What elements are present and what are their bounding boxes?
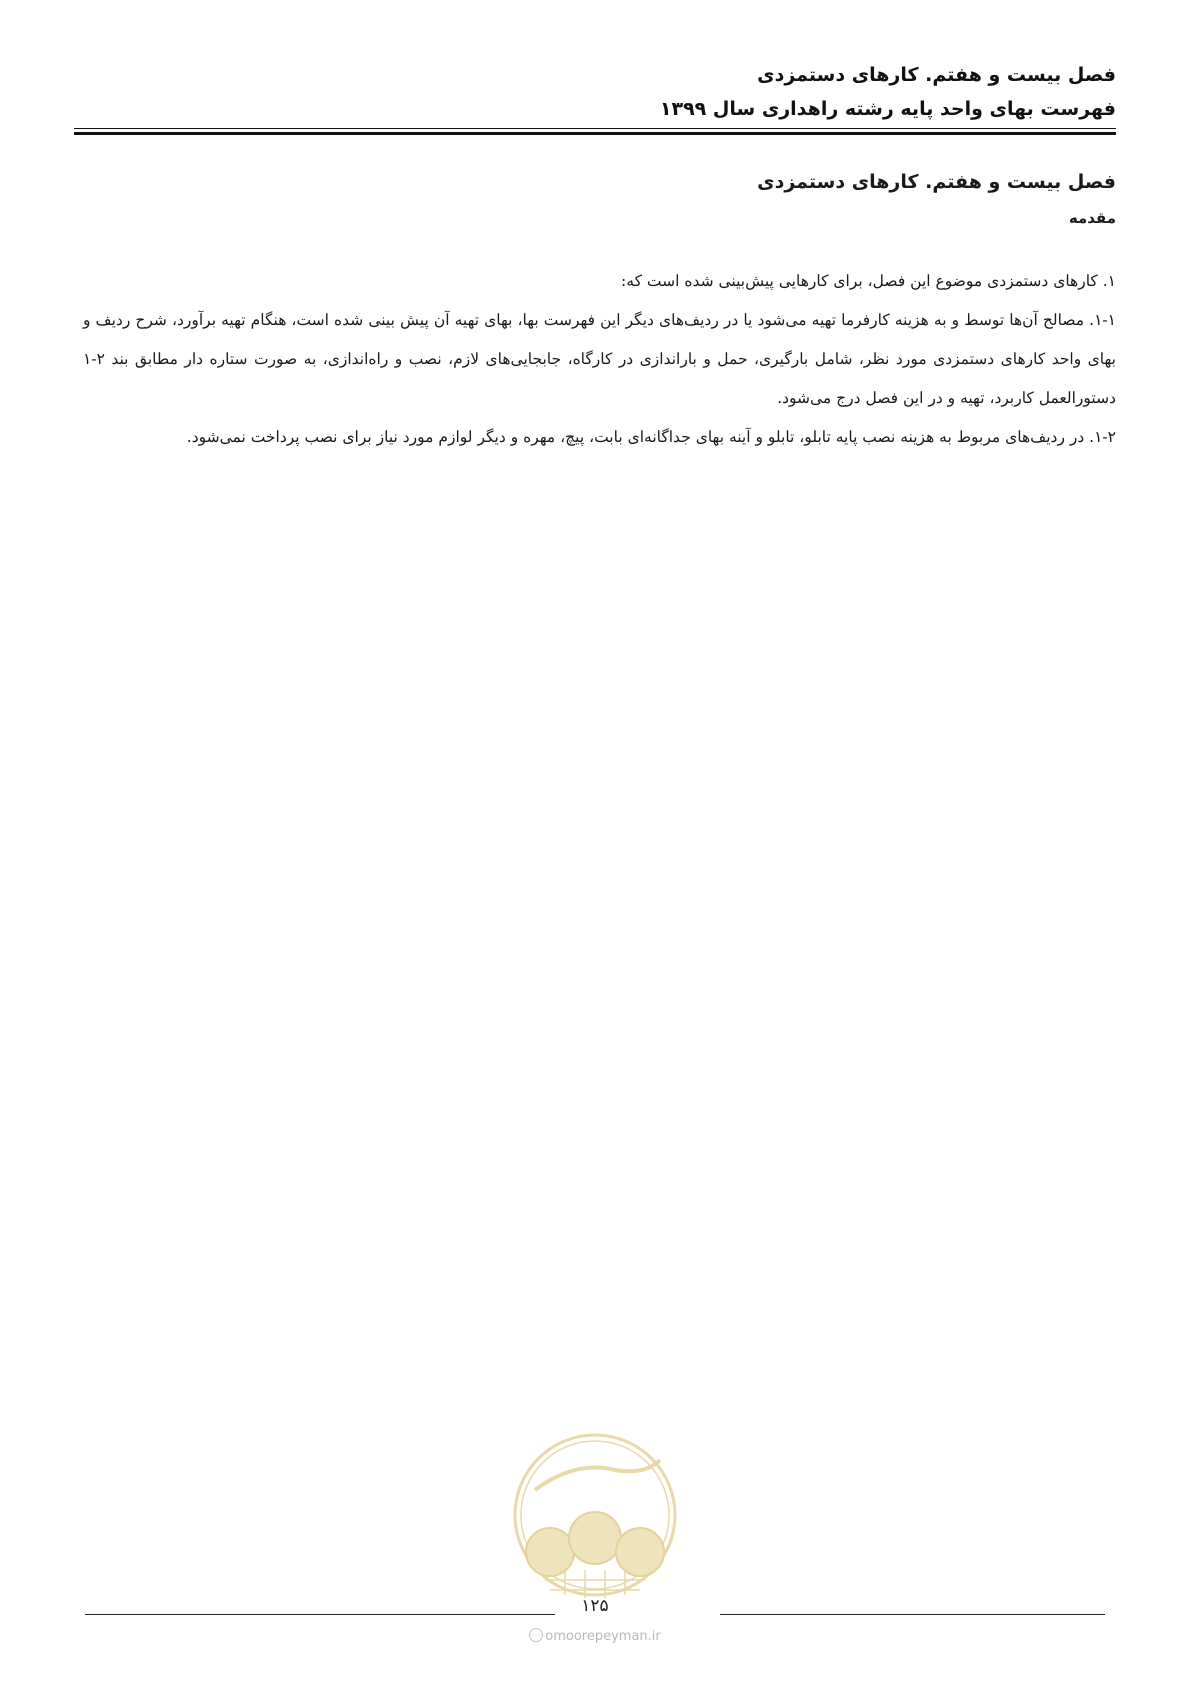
footer-rule-left: [85, 1614, 555, 1615]
header-book-title: فهرست بهای واحد پایه رشته راهداری سال ۱۳۹۹: [659, 98, 1116, 120]
body-text: [83, 262, 1116, 457]
paragraph-1-1: ۱-۱. مصالح آن‌ها توسط و به هزینه کارفرما تهیه می‌شود یا در ردیف‌های دیگر این فهرست بها، بهای تهیه آن پیش بینی شده است، هنگام تهیه برآورد، شرح ردیف و بهای واحد کارهای دستمزدی مورد نظر، شامل بارگیری، حمل و باراندازی در کارگاه، جابجایی‌های لازم، نصب و راه‌اندازی، به صورت ستاره دار مطابق بند ۲-۱ دستورالعمل کاربرد، تهیه و در این فصل درج می‌شود.: [83, 311, 1116, 407]
section-subtitle: مقدمه: [1068, 209, 1116, 227]
header-rule-thin: [74, 128, 1116, 129]
footer-rule-right: [720, 1614, 1105, 1615]
page-number: ۱۲۵: [581, 1596, 609, 1616]
header-rule-thick: [74, 132, 1116, 135]
paragraph-1: ۱. کارهای دستمزدی موضوع این فصل، برای کارهایی پیش‌بینی شده است که:: [621, 272, 1116, 290]
running-header: [76, 58, 1116, 126]
at-icon: [529, 1628, 543, 1642]
header-chapter-title: فصل بیست و هفتم. کارهای دستمزدی: [757, 64, 1116, 86]
paragraph-1-2: ۱-۲. در ردیف‌های مربوط به هزینه نصب پایه تابلو، تابلو و آینه بهای جداگانه‌ای بابت، پیچ، مهره و دیگر لوازم مورد نیاز برای نصب پرداخت نمی‌شود.: [186, 428, 1116, 446]
site-url: [515, 1628, 675, 1644]
watermark-logo: [505, 1430, 685, 1610]
section-title: فصل بیست و هفتم. کارهای دستمزدی: [757, 171, 1116, 193]
site-url-text: omoorepeyman.ir: [545, 1629, 661, 1644]
